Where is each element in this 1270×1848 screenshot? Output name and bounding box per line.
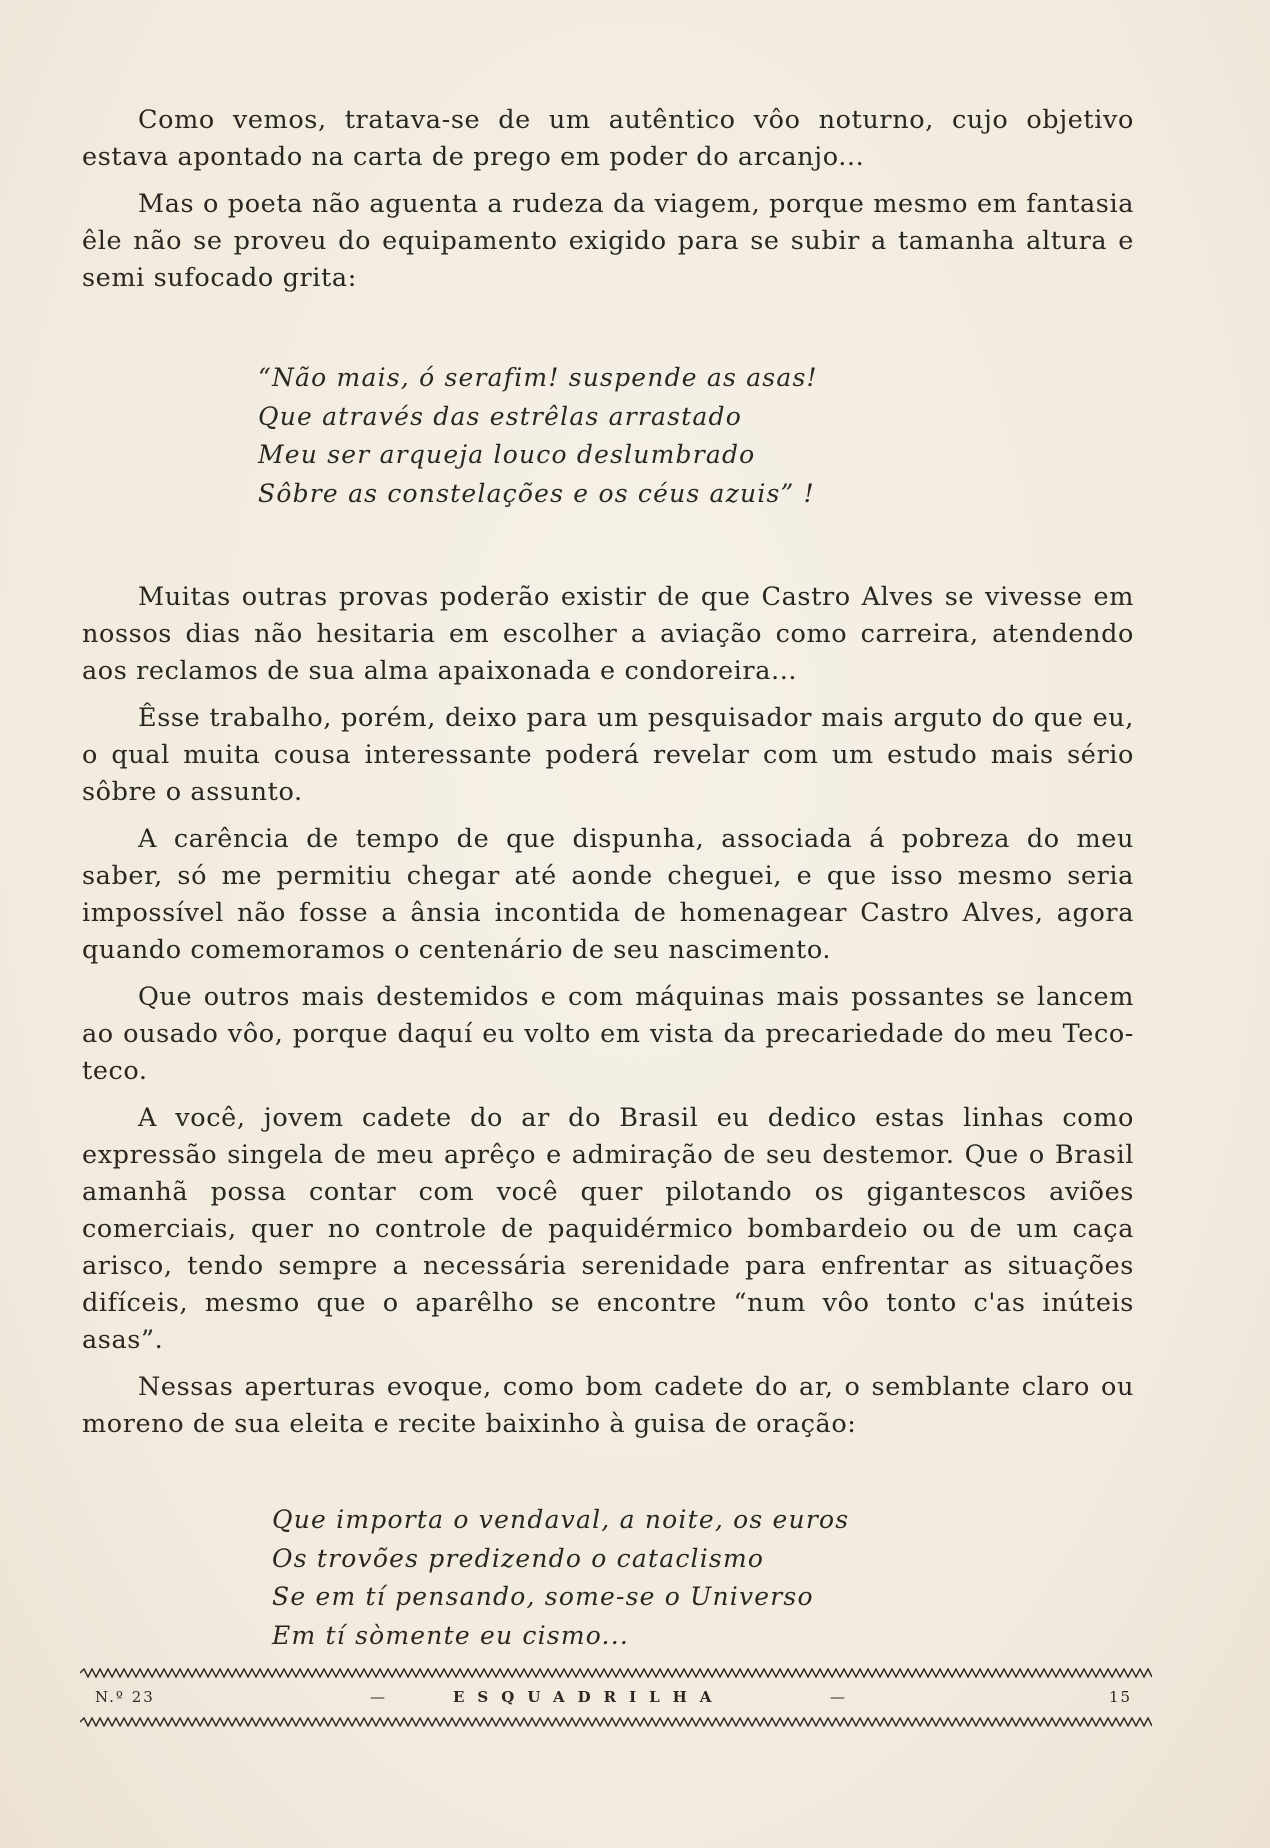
verse-line: Em tí sòmente eu cismo... — [272, 1620, 629, 1650]
verse-line: Meu ser arqueja louco deslumbrado — [258, 440, 756, 469]
footer-dash: — — [370, 1688, 387, 1706]
paragraph: Mas o poeta não aguenta a rudeza da viagem, porque mesmo em fantasia êle não se proveu do equipamento exigido para se subir a tamanha altura e semi sufocado grita: — [82, 189, 1134, 293]
magazine-name: ESQUADRILHA — [453, 1688, 725, 1706]
verse-line: Que importa o vendaval, a noite, os euros — [272, 1505, 850, 1534]
verse-line: Que através das estrêlas arrastado — [258, 401, 742, 431]
verse-block-2 — [272, 1501, 849, 1655]
text-block-main — [82, 579, 1134, 1453]
verse-line: “Não mais, ó serafim! suspende as asas! — [258, 363, 818, 392]
wavy-rule-bottom — [80, 1717, 1152, 1727]
paragraph: A carência de tempo de que dispunha, associada á pobreza do meu saber, só me permitiu chegar até aonde cheguei, e que isso mesmo seria impossível não fosse a ânsia incontida de homenagear Castro Alves, agora quando comemoramos o centenário de seu nascimento. — [82, 824, 1134, 965]
footer-dash: — — [830, 1688, 847, 1706]
paragraph: Como vemos, tratava-se de um autêntico vôo noturno, cujo objetivo estava apontado na carta de prego em poder do arcanjo... — [82, 105, 1134, 172]
verse-line: Sôbre as constelações e os céus azuis” ! — [258, 478, 815, 508]
page-footer — [95, 1688, 1135, 1712]
paragraph: Nessas aperturas evoque, como bom cadete do ar, o semblante claro ou moreno de sua eleita e recite baixinho à guisa de oração: — [82, 1372, 1134, 1439]
text-block-top — [82, 102, 1134, 307]
paragraph: A você, jovem cadete do ar do Brasil eu dedico estas linhas como expressão singela de meu aprêço e admiração de seu destemor. Que o Brasil amanhã possa contar com você quer pilotando os gigantescos aviões comerciais, quer no controle de paquidérmico bombardeio ou de um caça arisco, tendo sempre a necessária serenidade para enfrentar as situações difíceis, mesmo que o aparêlho se encontre “num vôo tonto c'as inúteis asas”. — [82, 1103, 1134, 1355]
verse-line: Os trovões predizendo o cataclismo — [272, 1543, 765, 1573]
paragraph: Muitas outras provas poderão existir de que Castro Alves se vivesse em nossos dias não hesitaria em escolher a aviação como carreira, atendendo aos reclamos de sua alma apaixonada e condoreira... — [82, 582, 1134, 686]
verse-line: Se em tí pensando, some-se o Universo — [272, 1582, 814, 1611]
page-number: 15 — [1109, 1688, 1133, 1706]
issue-number: N.º 23 — [95, 1688, 155, 1706]
paragraph: Êsse trabalho, porém, deixo para um pesquisador mais arguto do que eu, o qual muita cousa interessante poderá revelar com um estudo mais sério sôbre o assunto. — [82, 703, 1134, 807]
wavy-rule-top — [80, 1668, 1152, 1678]
verse-block-1 — [258, 359, 818, 513]
paragraph: Que outros mais destemidos e com máquinas mais possantes se lancem ao ousado vôo, porque daquí eu volto em vista da precariedade do meu Teco-teco. — [82, 982, 1134, 1086]
